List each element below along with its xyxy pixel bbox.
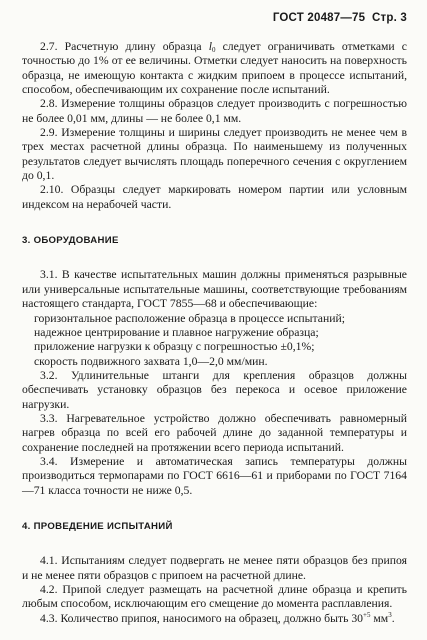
- paragraph-3-1: 3.1. В качестве испытательных машин должны применяться разрывные или универсальные испытательные машины, соответствующие требованиям настоящего стандарта, ГОСТ 7855—68 и обеспечивающие:: [22, 268, 407, 311]
- paragraph-3-3: 3.3. Нагревательное устройство должно обеспечивать равномерный нагрев образца по всей его рабочей длине до заданной температуры и сохранение последней на протяжении всего периода испытаний.: [22, 411, 407, 454]
- paragraph-2-10: 2.10. Образцы следует маркировать номером партии или условным индексом на нерабочей части.: [22, 183, 407, 211]
- paragraph-3-2: 3.2. Удлинительные штанги для крепления образцов должны обеспечивать установку образцов без перекоса и осевое приложение нагрузки.: [22, 368, 407, 411]
- paragraph-2-8: 2.8. Измерение толщины образцов следует производить с погрешностью не более 0,01 мм, длины — не более 0,1 мм.: [22, 97, 407, 125]
- section-title-testing: 4. ПРОВЕДЕНИЕ ИСПЫТАНИЙ: [22, 520, 173, 532]
- list-item: приложение нагрузки к образцу с погрешностью ±0,1%;: [34, 340, 315, 354]
- page-header: [273, 12, 407, 24]
- list-item: надежное центрирование и плавное нагружение образца;: [34, 325, 319, 339]
- page-number: Стр. 3: [372, 12, 407, 24]
- gost-number: ГОСТ 20487—75: [272, 12, 366, 24]
- paragraph-2-9: 2.9. Измерение толщины и ширины следует производить не менее чем в трех местах расчетной длины образца. По наименьшему из полученных результатов следует вычислять площадь поперечного сечения с округлением до 0,1.: [22, 126, 407, 183]
- paragraph-4-2: 4.2. Припой следует размещать на расчетной длине образца и крепить любым способом, исключающим его смещение до момента расплавления.: [22, 583, 407, 611]
- paragraph-2-7: 2.7. Расчетную длину образца $l_0$ следует ограничивать отметками с точностью до 1% от ее величины. Отметки следует наносить на поверхность образца, не имеющую контакта с жидким припоем в процессе испытаний, способом, обеспечивающим их сохранение после испытаний.: [22, 40, 407, 97]
- section-title-equipment: 3. ОБОРУДОВАНИЕ: [22, 235, 119, 247]
- paragraph-4-1: 4.1. Испытаниям следует подвергать не менее пяти образцов без припоя и не менее пяти образцов с припоем на расчетной длине.: [22, 554, 407, 582]
- list-item: скорость подвижного захвата 1,0—2,0 мм/мин.: [34, 354, 268, 368]
- paragraph-3-4: 3.4. Измерение и автоматическая запись температуры должны производиться термопарами по ГОСТ 6616—61 и приборами по ГОСТ 7164—71 класса точности не ниже 0,5.: [22, 454, 407, 497]
- paragraph-4-3: 4.3. Количество припоя, наносимого на образец, должно быть $30^{+5}$ $мм^3$.: [40, 610, 395, 625]
- document-body: [22, 40, 407, 626]
- list-item: горизонтальное расположение образца в процессе испытаний;: [34, 311, 345, 325]
